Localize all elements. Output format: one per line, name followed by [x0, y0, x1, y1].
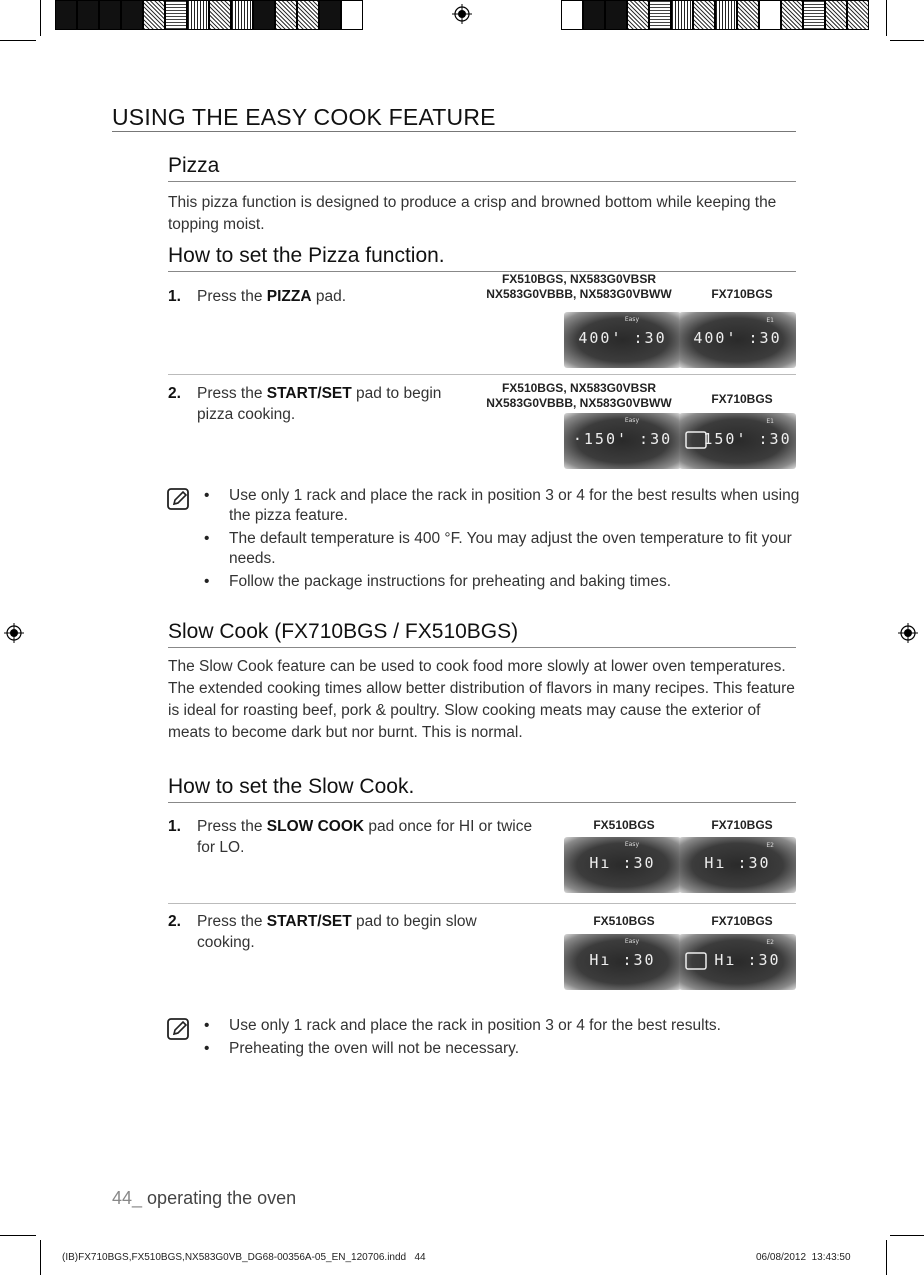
- display-readout: Hı :30: [589, 951, 656, 969]
- color-bar-right: [561, 0, 869, 30]
- list-item: • Use only 1 rack and place the rack in position 3 or 4 for the best results.: [204, 1016, 804, 1036]
- display-readout: 150' :30: [703, 430, 792, 448]
- list-item: • The default temperature is 400 °F. You may adjust the oven temperature to fit your needs.: [204, 529, 804, 569]
- pad-name: SLOW COOK: [266, 818, 365, 835]
- section-rule: [168, 647, 796, 648]
- pizza-heading: Pizza: [168, 154, 220, 177]
- registration-mark-icon: [452, 4, 472, 24]
- step-divider: [168, 903, 796, 904]
- section-name: operating the oven: [147, 1188, 297, 1208]
- oven-display: [679, 413, 796, 469]
- pizza-notes: [204, 486, 804, 595]
- slug-datetime: 06/08/2012 13:43:50: [756, 1252, 851, 1263]
- display-readout: 400' :30: [578, 329, 667, 347]
- section-rule: [168, 181, 796, 182]
- trim-mark: [886, 0, 887, 36]
- trim-mark: [886, 1240, 887, 1275]
- display-readout: ·150' :30: [572, 430, 673, 448]
- easy-indicator: E1: [766, 418, 774, 425]
- pizza-howto-heading: How to set the Pizza function.: [168, 244, 445, 267]
- list-item: • Follow the package instructions for preheating and baking times.: [204, 572, 804, 592]
- list-item: • Use only 1 rack and place the rack in position 3 or 4 for the best results when using the pizza feature.: [204, 486, 804, 526]
- pad-name: START/SET: [266, 913, 352, 930]
- pad-name: START/SET: [266, 385, 352, 402]
- trim-mark: [0, 40, 36, 41]
- step-divider: [168, 374, 796, 375]
- model-label-right: FX710BGS: [711, 287, 773, 301]
- note-icon: [166, 1016, 192, 1042]
- oven-display: [564, 934, 681, 990]
- trim-mark: [40, 0, 41, 36]
- step-text: Press the SLOW COOK pad once for HI or twice for LO.: [197, 818, 533, 856]
- step-number: 1.: [168, 818, 181, 835]
- oven-display: [679, 837, 796, 893]
- oven-display: [564, 312, 681, 368]
- model-label-left: FX510BGS: [593, 914, 655, 928]
- oven-display: [564, 837, 681, 893]
- slowcook-howto-heading: How to set the Slow Cook.: [168, 775, 415, 798]
- registration-mark-icon: [898, 623, 918, 643]
- note-icon: [166, 486, 192, 512]
- display-readout: Hı :30: [589, 854, 656, 872]
- display-readout: 400' :30: [693, 329, 782, 347]
- step-number: 2.: [168, 913, 181, 930]
- display-readout: Hı :30: [714, 951, 781, 969]
- oven-display: [679, 934, 796, 990]
- trim-mark: [0, 1235, 36, 1236]
- step-text: Press the START/SET pad to begin slow cooking.: [197, 913, 477, 951]
- step-text: Press the PIZZA pad.: [197, 288, 347, 305]
- easy-indicator: Easy: [624, 316, 639, 323]
- model-label-right: FX710BGS: [711, 914, 773, 928]
- trim-mark: [890, 40, 924, 41]
- pad-name: PIZZA: [266, 288, 312, 305]
- model-label-left: FX510BGS: [593, 818, 655, 832]
- pizza-intro: This pizza function is designed to produce a crisp and browned bottom while keeping the topping moist.: [168, 194, 777, 233]
- easy-indicator: Easy: [624, 938, 639, 945]
- step-number: 2.: [168, 385, 181, 402]
- step-text: Press the START/SET pad to begin pizza cooking.: [197, 385, 442, 423]
- model-label-left: FX510BGS, NX583G0VBSR NX583G0VBBB, NX583G0VBWW: [486, 381, 672, 410]
- title-rule: [112, 131, 796, 132]
- easy-indicator: Easy: [624, 417, 639, 424]
- page-number: 44: [112, 1188, 133, 1208]
- slowcook-notes: [204, 1016, 804, 1062]
- slowcook-intro: The Slow Cook feature can be used to cook food more slowly at lower oven temperatures. The extended cooking times allow better distribution of flavors in many recipes. This feature is ideal for roasting beef, pork & poultry. Slow cooking meats may cause the exterior of meats to become dark but nor burnt. This is normal.: [168, 658, 795, 741]
- color-bar-left: [55, 0, 363, 30]
- trim-mark: [890, 1235, 924, 1236]
- step-number: 1.: [168, 288, 181, 305]
- easy-indicator: Easy: [624, 841, 639, 848]
- page-footer: 44_ operating the oven: [112, 1188, 297, 1208]
- section-rule: [168, 802, 796, 803]
- easy-indicator: E1: [766, 317, 774, 324]
- model-label-left: FX510BGS, NX583G0VBSR NX583G0VBBB, NX583G0VBWW: [486, 272, 672, 301]
- list-item: • Preheating the oven will not be necessary.: [204, 1039, 804, 1059]
- slug-file: (IB)FX710BGS,FX510BGS,NX583G0VB_DG68-00356A-05_EN_120706.indd 44: [62, 1252, 426, 1263]
- display-readout: Hı :30: [704, 854, 771, 872]
- slowcook-heading: Slow Cook (FX710BGS / FX510BGS): [168, 620, 519, 643]
- trim-mark: [40, 1240, 41, 1275]
- registration-mark-icon: [4, 623, 24, 643]
- model-label-right: FX710BGS: [711, 818, 773, 832]
- page-title: USING THE EASY COOK FEATURE: [112, 104, 496, 130]
- easy-indicator: E2: [766, 939, 774, 946]
- easy-indicator: E2: [766, 842, 774, 849]
- oven-display: [564, 413, 681, 469]
- model-label-right: FX710BGS: [711, 392, 773, 406]
- oven-display: [679, 312, 796, 368]
